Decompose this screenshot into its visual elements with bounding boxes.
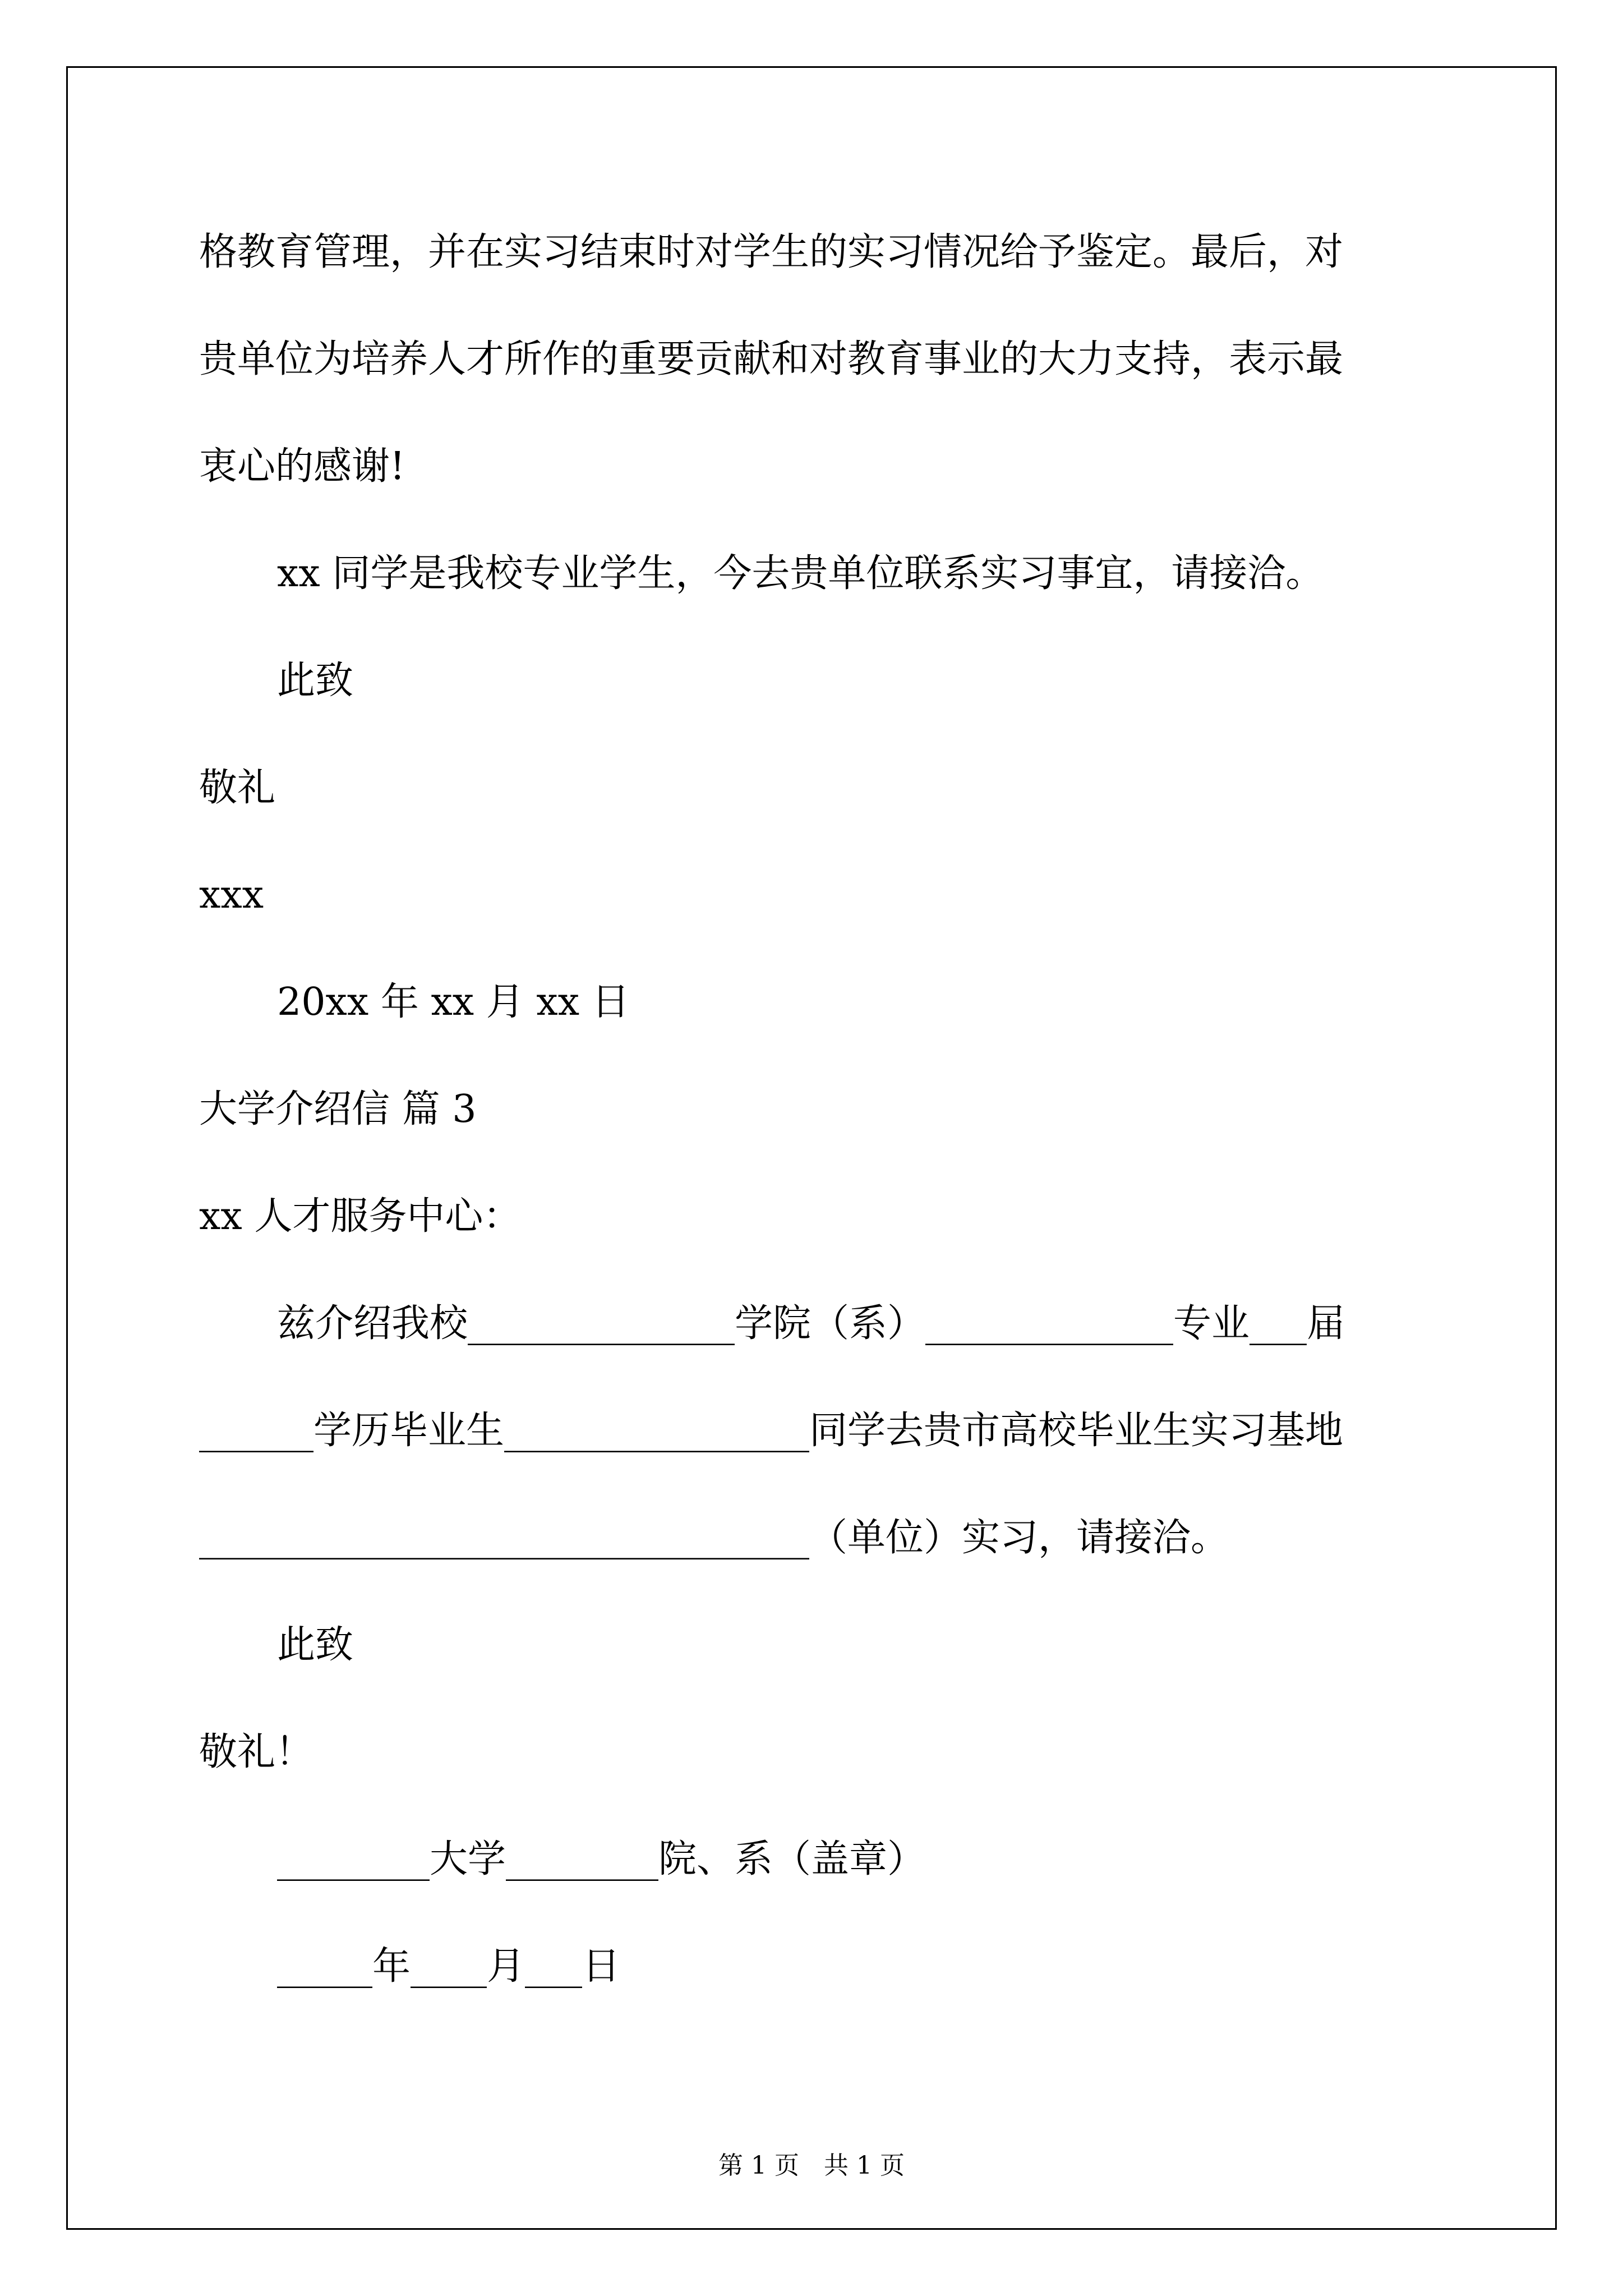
signature-line-2: ________大学________院、系（盖章） — [277, 1837, 926, 1881]
body-line-5: 兹介绍我校______________学院（系）_____________专业___届 — [277, 1301, 1345, 1346]
page-footer: 第 1 页 共 1 页 — [718, 2151, 905, 2180]
closing-regards-1: 敬礼 — [199, 766, 276, 810]
body-line-7: ________________________________（单位）实习，请接洽。 — [199, 1516, 1229, 1560]
page-border — [66, 66, 1557, 2230]
signature-1: xxx — [199, 873, 264, 917]
closing-salutation-2: 此致 — [277, 1623, 354, 1667]
body-line-4: xx 同学是我校专业学生，今去贵单位联系实习事宜，请接洽。 — [277, 551, 1324, 596]
section-heading: 大学介绍信 篇 3 — [199, 1087, 477, 1131]
closing-salutation-1: 此致 — [277, 659, 354, 703]
body-line-2: 贵单位为培养人才所作的重要贡献和对教育事业的大力支持，表示最 — [199, 337, 1344, 381]
date-line-1: 20xx 年 xx 月 xx 日 — [277, 980, 630, 1024]
date-line-2: _____年____月___日 — [277, 1944, 621, 1989]
body-line-3: 衷心的感谢! — [199, 444, 405, 489]
recipient-line: xx 人才服务中心： — [199, 1194, 522, 1239]
closing-regards-2: 敬礼！ — [199, 1730, 314, 1774]
body-line-6: ______学历毕业生________________同学去贵市高校毕业生实习基地 — [199, 1409, 1344, 1453]
body-line-1: 格教育管理，并在实习结束时对学生的实习情况给予鉴定。最后，对 — [199, 230, 1344, 274]
